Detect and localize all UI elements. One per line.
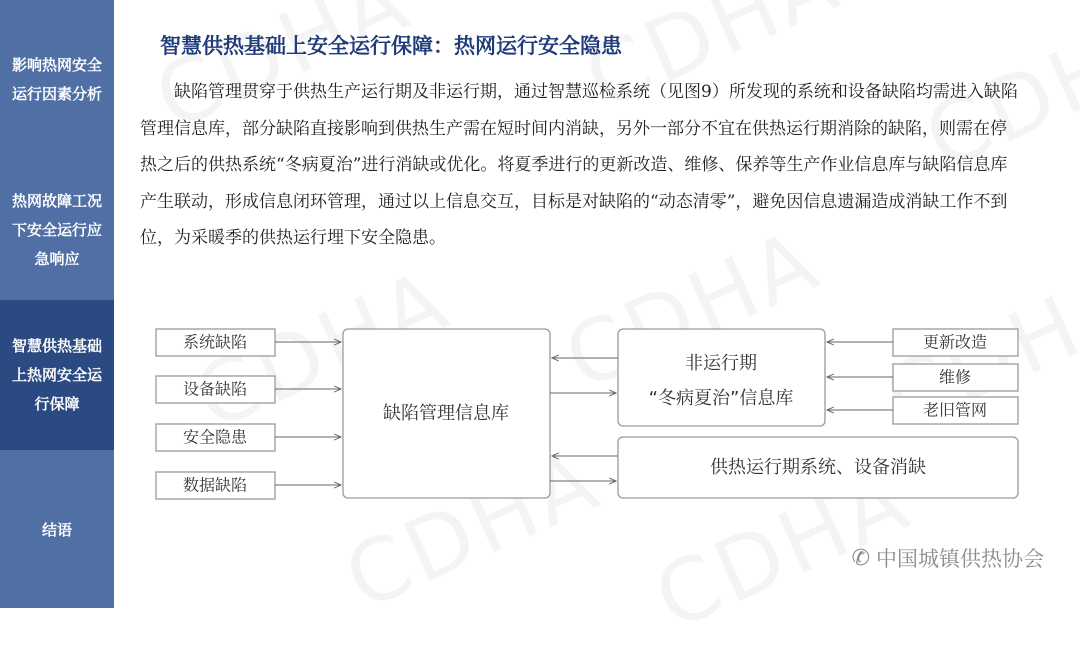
sidebar-item-label: 热网故障工况下安全运行应急响应	[11, 191, 102, 268]
body-paragraph: 缺陷管理贯穿于供热生产运行期及非运行期，通过智慧巡检系统（见图9）所发现的系统和设备缺陷均需进入缺陷管理信息库，部分缺陷直接影响到供热生产需在短时间内消缺，另外一部分不宜在供热运行期消除的缺陷，则需在停热之后的供热系统“冬病夏治”进行消缺或优化。将夏季进行的更新改造、维修、保养等生产作业信息库与缺陷信息库产生联动，形成信息闭环管理，通过以上信息交互，目标是对缺陷的“动态清零”，避免因信息遗漏造成消缺工作不到位，为采暖季的供热运行埋下安全隐患。	[140, 82, 1018, 248]
offseason-box	[618, 329, 825, 426]
sidebar-item-label: 结语	[41, 520, 72, 539]
sidebar-item-label: 影响热网安全运行因素分析	[11, 56, 102, 103]
page-title: 智慧供热基础上安全运行保障：热网运行安全隐患	[160, 34, 622, 58]
footer-brand	[852, 543, 1044, 573]
input-label: 安全隐患	[182, 427, 248, 447]
brand-name: 中国城镇供热协会	[876, 547, 1044, 571]
input-label: 系统缺陷	[182, 332, 248, 352]
input-label: 设备缺陷	[182, 379, 248, 399]
wechat-icon: ✆	[851, 545, 870, 571]
offseason-label-line2: “冬病夏治”信息库	[648, 388, 794, 409]
sidebar-item-label: 智慧供热基础上热网安全运行保障	[11, 336, 102, 413]
input-label: 数据缺陷	[182, 475, 248, 495]
right-input-label: 维修	[938, 367, 972, 387]
operation-label: 供热运行期系统、设备消缺	[710, 457, 926, 478]
center-label: 缺陷管理信息库	[383, 403, 509, 424]
offseason-label-line1: 非运行期	[685, 353, 757, 374]
right-input-label: 老旧管网	[922, 400, 988, 420]
right-input-label: 更新改造	[922, 332, 988, 352]
